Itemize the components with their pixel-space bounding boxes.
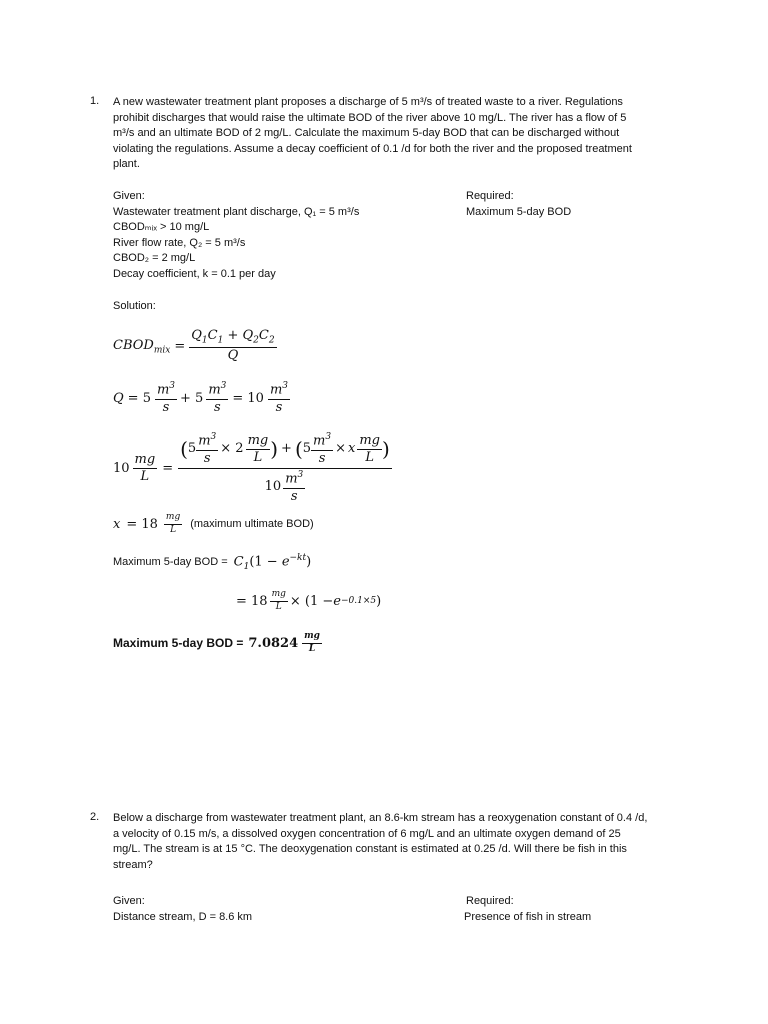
given-item: Distance stream, D = 8.6 km [113,910,253,923]
final-label: Maximum 5-day BOD = [113,636,244,651]
statement-line: plant. [113,158,140,170]
solution-label: Solution: [113,300,156,312]
problem-1-required [466,189,666,220]
statement-line: a velocity of 0.15 m/s, a dissolved oxygen concentration of 6 mg/L and an ultimate oxygen demand of 25 [113,827,621,840]
problem-2-required [464,894,684,925]
given-item: River flow rate, Q₂ = 5 m³/s [113,236,246,249]
given-item: Decay coefficient, k = 0.1 per day [113,267,276,280]
statement-line: m³/s and an ultimate BOD of 2 mg/L. Calculate the maximum 5-day BOD that can be discharged without [113,127,620,139]
given-label: Given: [113,190,145,202]
bod5-formula: Maximum 5-day BOD = $C_1(1 - e^{-kt})$ [113,553,312,572]
statement-line: stream? [113,858,153,871]
statement-line: mg/L. The stream is at 15 °C. The deoxygenation constant is estimated at 0.25 /d. Will there be fish in this [113,843,627,855]
problem-1-number: 1. [90,95,100,107]
final-answer: Maximum 5-day BOD = 7.0824 $\frac{mg}{L}$ [113,631,320,654]
required-label: Required: [466,190,514,202]
equation-flow-sum: Q = 5 $\frac{m^3}{s}$ + 5 $\frac{m^3}{s}$ = 10 $\frac{m^3}{s}$ [113,381,289,415]
given-label: Given: [113,895,145,907]
problem-1-given [113,189,443,282]
statement-line: violating the regulations. Assume a decay coefficient of 0.1 /d for both the river and the proposed treatment [113,142,632,155]
statement-line: prohibit discharges that would raise the ultimate BOD of the river above 10 mg/L. The river has a flow of 5 [113,111,627,124]
statement-line: A new wastewater treatment plant proposes a discharge of 5 m³/s of treated waste to a river. Regulations [113,96,623,108]
statement-line: Below a discharge from wastewater treatment plant, an 8.6-km stream has a reoxygenation constant of 0.4 /d, [113,812,648,824]
bod5-substitution: = 18 $\frac{mg}{L}$ × (1 − e −0.1×5 ) [236,589,382,612]
given-item: CBODₘᵢₓ > 10 mg/L [113,221,210,233]
equation-mass-balance: 10 $\frac{mg}{L}$ = ( 5 $\frac{m^3}{s}$ × 2 $\frac{mg}{L}$ ) + ( 5 $\frac{m^3}{s}$ × x $\frac{mg}{L}$ ) 10 $\frac{m^3}{s}$ [113,432,390,504]
required-label: Required: [466,895,514,907]
given-item: Wastewater treatment plant discharge, Q₁ = 5 m³/s [113,205,360,218]
problem-2-given [113,894,413,925]
bod5-label: Maximum 5-day BOD = [113,556,228,569]
final-value: 7.0824 [248,635,299,651]
problem-1-statement [113,95,693,173]
required-item: Presence of fish in stream [464,910,592,923]
x-result: x = 18 $\frac{mg}{L}$ (maximum ultimate BOD) [113,512,314,535]
equation-cbod-mix: $CBOD_{mix}$ = $\frac{Q_1C_1 + Q_2C_2}{Q}$ [113,328,275,364]
problem-2-number: 2. [90,811,100,823]
x-result-note: (maximum ultimate BOD) [190,518,314,531]
problem-2-statement [113,811,693,873]
given-item: CBOD₂ = 2 mg/L [113,252,196,264]
required-item: Maximum 5-day BOD [466,205,572,218]
